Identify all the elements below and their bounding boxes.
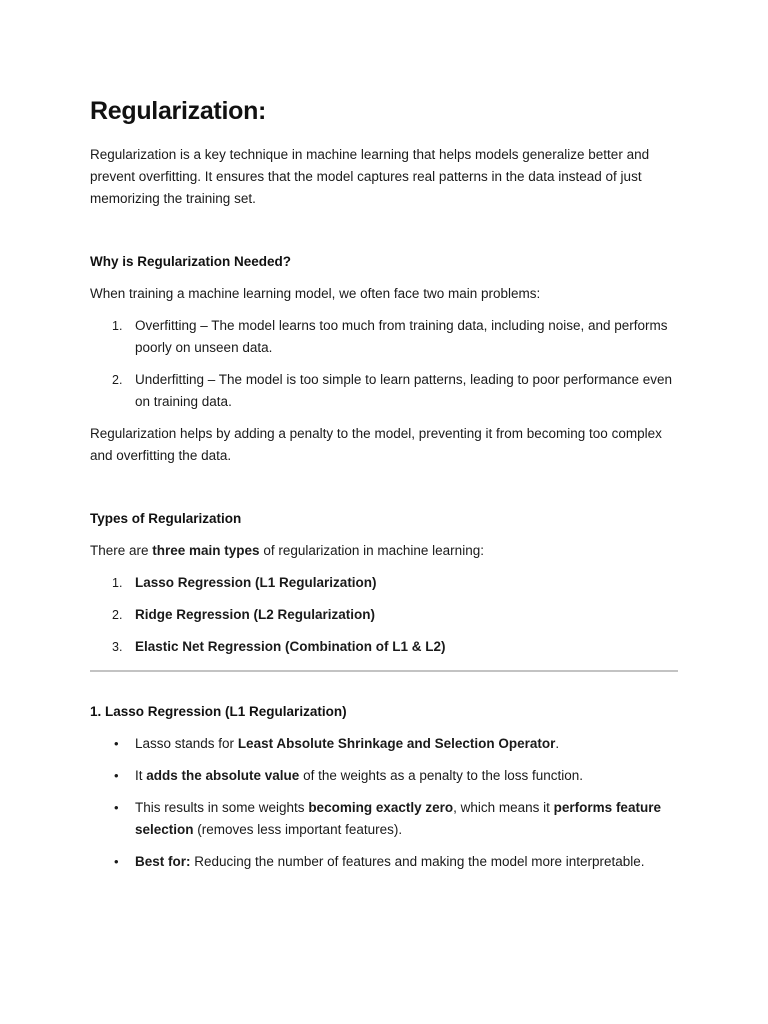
intro-paragraph: Regularization is a key technique in machine learning that helps models generalize better and prevent overfitting. It ensures that the model captures real patterns in the data instead of just memorizing the training set.: [90, 147, 650, 206]
lasso-b2-suffix: of the weights as a penalty to the loss function.: [299, 768, 583, 783]
types-lead-prefix: There are: [90, 543, 153, 558]
horizontal-divider: [90, 670, 678, 672]
list-item-text: Underfitting – The model is too simple to learn patterns, leading to poor performance even on training data.: [135, 372, 673, 409]
list-item: [90, 572, 678, 594]
lasso-b3-suffix: (removes less important features).: [193, 822, 403, 837]
lasso-b3-bold1: becoming exactly zero: [308, 800, 454, 815]
lasso-b2-prefix: It: [135, 768, 147, 783]
list-item: [90, 369, 678, 413]
types-lead-bold: three main types: [152, 543, 260, 558]
list-item: [90, 733, 678, 755]
list-item-text: Ridge Regression (L2 Regularization): [135, 607, 376, 622]
lasso-b4-suffix: Reducing the number of features and making the model more interpretable.: [190, 854, 645, 869]
why-heading: Why is Regularization Needed?: [90, 254, 292, 269]
lasso-b4-bold: Best for:: [135, 854, 191, 869]
lasso-bullet-list: [90, 733, 678, 873]
lasso-b1-bold: Least Absolute Shrinkage and Selection Operator: [237, 736, 556, 751]
why-closing-paragraph: Regularization helps by adding a penalty to the model, preventing it from becoming too complex and overfitting the data.: [90, 426, 662, 463]
list-item: [90, 851, 678, 873]
list-item: [90, 636, 678, 658]
lasso-b3-prefix: This results in some weights: [135, 800, 309, 815]
lasso-b3-bold2: performs feature selection: [135, 800, 661, 837]
bullet-icon: •: [114, 736, 119, 751]
types-list: [90, 572, 678, 658]
list-number: 2.: [112, 608, 123, 622]
list-number: 3.: [112, 640, 123, 654]
list-item-text: Elastic Net Regression (Combination of L1 & L2): [135, 639, 446, 654]
lasso-b2-bold: adds the absolute value: [146, 768, 300, 783]
lasso-b3-mid: , which means it: [453, 800, 554, 815]
list-item: [90, 604, 678, 626]
lasso-b1-prefix: Lasso stands for: [135, 736, 238, 751]
types-heading: Types of Regularization: [90, 511, 242, 526]
page-title: Regularization:: [90, 97, 267, 125]
bullet-icon: •: [114, 768, 119, 783]
lasso-b1-suffix: .: [555, 736, 560, 751]
types-lead-suffix: of regularization in machine learning:: [259, 543, 484, 558]
bullet-icon: •: [114, 854, 119, 869]
bullet-icon: •: [114, 800, 119, 815]
problems-list: [90, 315, 678, 413]
list-number: 2.: [112, 373, 123, 387]
list-number: 1.: [112, 576, 123, 590]
list-item: [90, 315, 678, 359]
list-item-text: Overfitting – The model learns too much from training data, including noise, and performs poorly on unseen data.: [135, 318, 668, 355]
lasso-heading: 1. Lasso Regression (L1 Regularization): [90, 704, 347, 719]
types-lead-paragraph: [90, 540, 678, 562]
list-item: [90, 765, 678, 787]
list-item-text: Lasso Regression (L1 Regularization): [135, 575, 377, 590]
why-lead-paragraph: When training a machine learning model, we often face two main problems:: [90, 286, 541, 301]
list-number: 1.: [112, 319, 123, 333]
list-item: [90, 797, 678, 841]
